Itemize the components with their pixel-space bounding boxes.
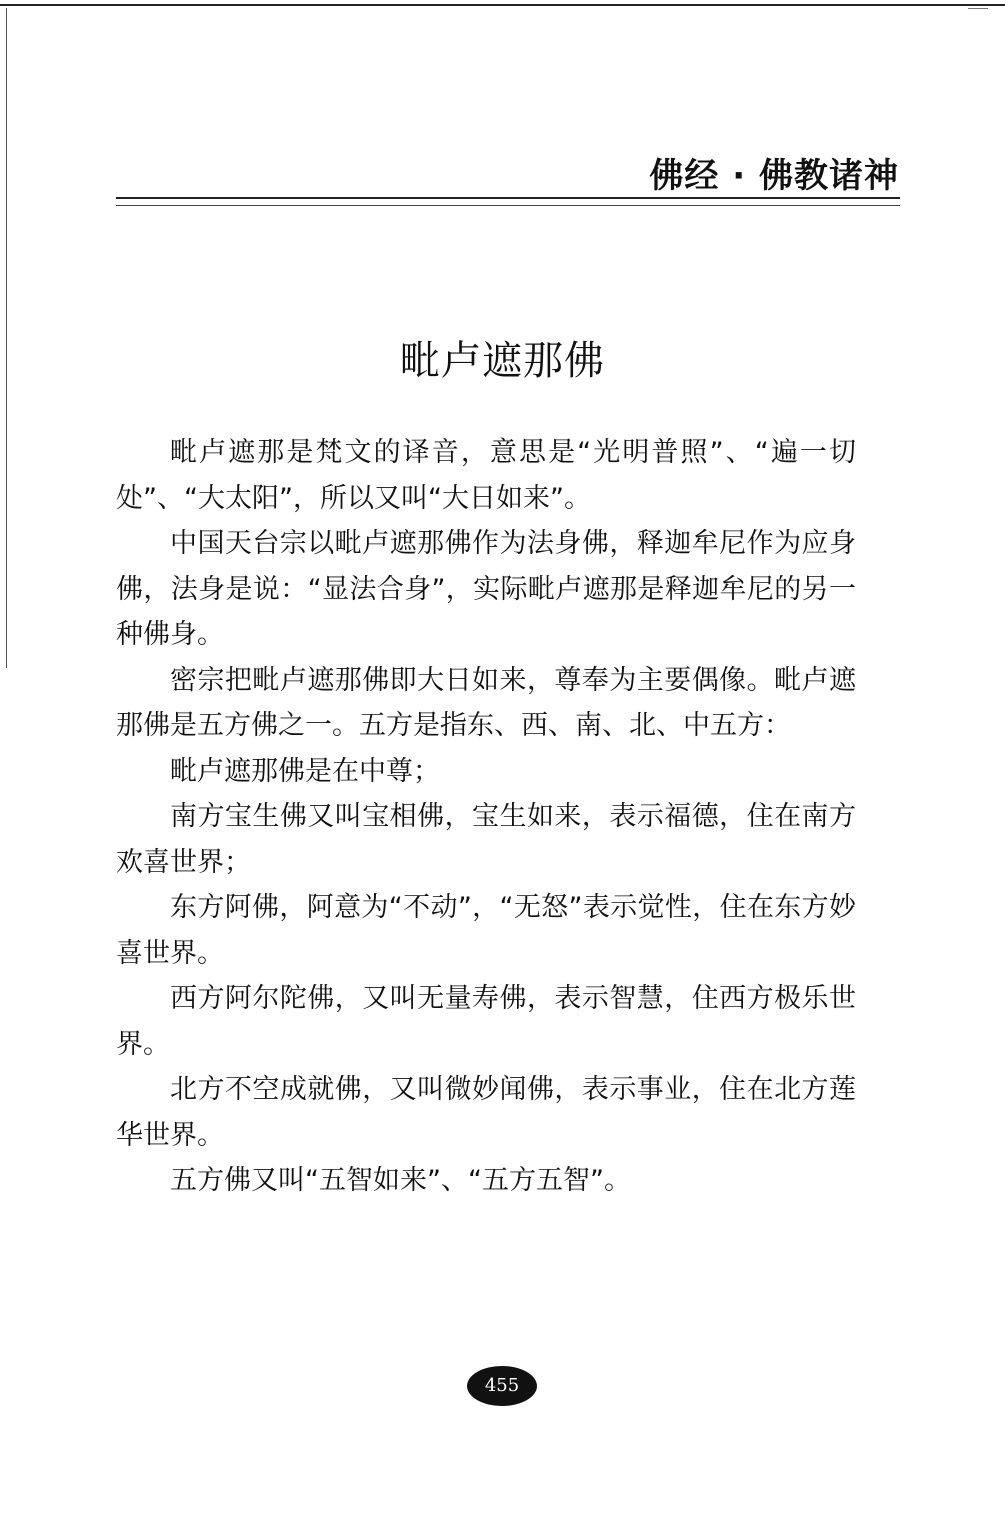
- header-rule-thick: [116, 197, 900, 199]
- paragraph: 北方不空成就佛，又叫微妙闻佛，表示事业，住在北方莲华世界。: [116, 1074, 856, 1151]
- article-title: 毗卢遮那佛: [400, 337, 605, 384]
- paragraph: 西方阿尔陀佛，又叫无量寿佛，表示智慧，住西方极乐世界。: [116, 983, 856, 1060]
- top-border-line: [0, 4, 1005, 6]
- paragraph: 中国天台宗以毗卢遮那佛作为法身佛，释迦牟尼作为应身佛，法身是说：“显法合身”，实际毗卢遮那是释迦牟尼的另一种佛身。: [116, 528, 856, 650]
- paragraph: 东方阿佛，阿意为“不动”，“无怒”表示觉性，住在东方妙喜世界。: [116, 892, 856, 969]
- running-header: 佛经 · 佛教诸神: [649, 156, 899, 196]
- article-body: [116, 430, 856, 1204]
- page-number-badge: 455: [467, 1366, 537, 1406]
- paragraph: 毗卢遮那佛是在中尊；: [170, 755, 440, 787]
- paragraph: 南方宝生佛又叫宝相佛，宝生如来，表示福德，住在南方欢喜世界；: [116, 801, 856, 878]
- paragraph: 密宗把毗卢遮那佛即大日如来，尊奉为主要偶像。毗卢遮那佛是五方佛之一。五方是指东、西、南、北、中五方：: [116, 664, 856, 741]
- paragraph: 毗卢遮那是梵文的译音，意思是“光明普照”、“遍一切处”、“大太阳”，所以又叫“大日如来”。: [116, 437, 856, 514]
- corner-mark: [968, 8, 988, 17]
- header-rule-thin: [116, 205, 900, 206]
- paragraph: 五方佛又叫“五智如来”、“五方五智”。: [170, 1165, 631, 1196]
